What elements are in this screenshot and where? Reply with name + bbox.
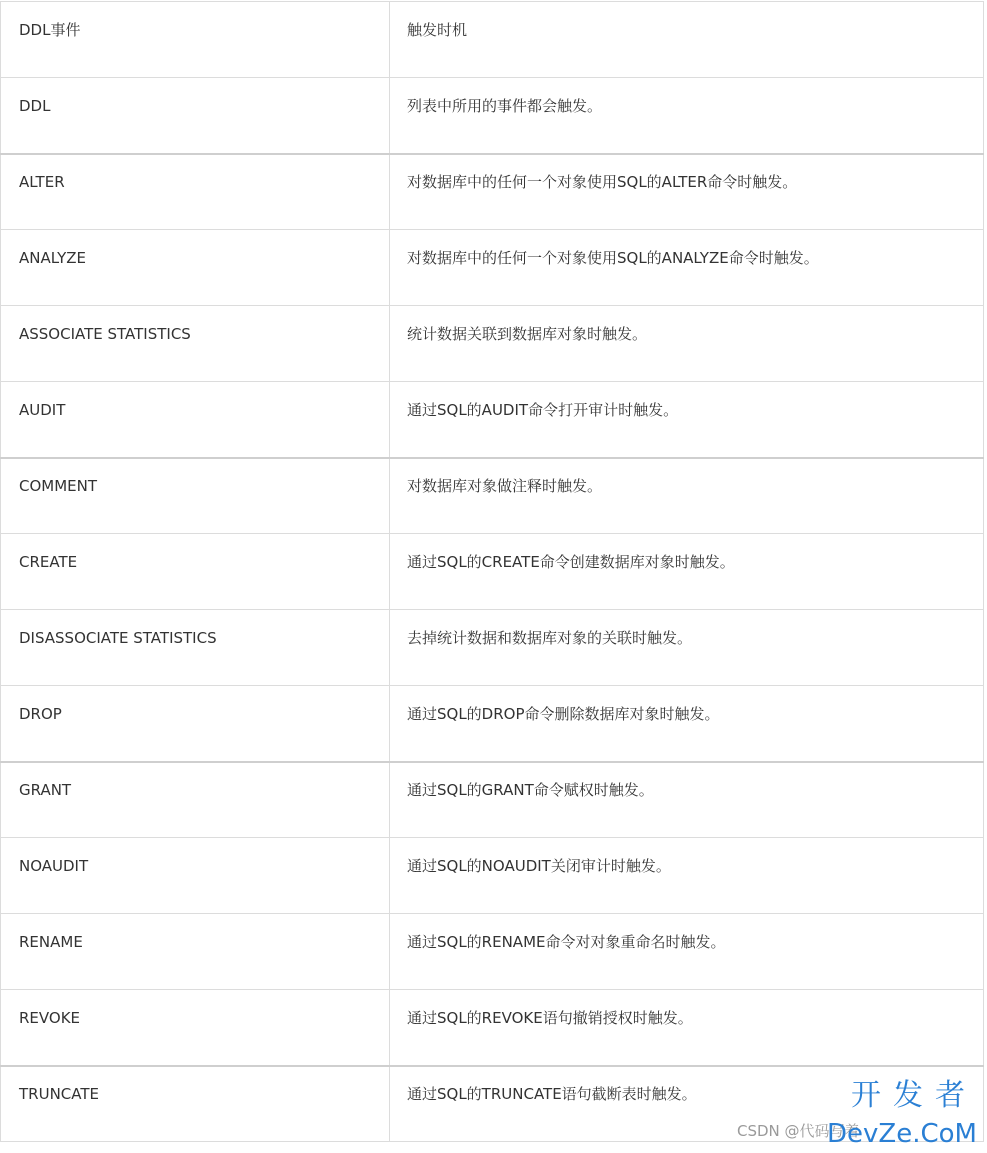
event-cell: CREATE [1,534,390,610]
trigger-cell: 通过SQL的GRANT命令赋权时触发。 [390,762,984,838]
event-cell: ALTER [1,154,390,230]
table-row [1,762,984,838]
trigger-cell: 通过SQL的NOAUDIT关闭审计时触发。 [390,838,984,914]
event-cell: RENAME [1,914,390,990]
watermark-brand-cn: 开发者 [851,1078,977,1113]
event-cell: TRUNCATE [1,1066,390,1142]
trigger-cell: 通过SQL的RENAME命令对对象重命名时触发。 [390,914,984,990]
header-cell-trigger: 触发时机 [390,2,984,78]
table-row [1,838,984,914]
watermark-brand-en: DevZe.CoM [827,1119,977,1149]
trigger-cell: 通过SQL的REVOKE语句撤销授权时触发。 [390,990,984,1066]
table-row [1,914,984,990]
trigger-cell: 对数据库对象做注释时触发。 [390,458,984,534]
event-cell: GRANT [1,762,390,838]
trigger-cell: 通过SQL的AUDIT命令打开审计时触发。 [390,382,984,458]
table-row [1,458,984,534]
table-row [1,306,984,382]
event-cell: COMMENT [1,458,390,534]
trigger-cell: 通过SQL的CREATE命令创建数据库对象时触发。 [390,534,984,610]
ddl-events-table [0,1,984,1142]
table-row [1,382,984,458]
event-cell: ANALYZE [1,230,390,306]
table-header-row [1,2,984,78]
table-row [1,78,984,154]
table-row [1,154,984,230]
trigger-cell: 对数据库中的任何一个对象使用SQL的ANALYZE命令时触发。 [390,230,984,306]
table-row [1,230,984,306]
header-cell-event: DDL事件 [1,2,390,78]
table-row [1,610,984,686]
event-cell: ASSOCIATE STATISTICS [1,306,390,382]
event-cell: DISASSOCIATE STATISTICS [1,610,390,686]
trigger-cell: 去掉统计数据和数据库对象的关联时触发。 [390,610,984,686]
table-row [1,1066,984,1142]
event-cell: DROP [1,686,390,762]
event-cell: REVOKE [1,990,390,1066]
trigger-cell: 列表中所用的事件都会触发。 [390,78,984,154]
table-row [1,686,984,762]
trigger-cell: 通过SQL的TRUNCATE语句截断表时触发。 [390,1066,984,1142]
event-cell: NOAUDIT [1,838,390,914]
event-cell: AUDIT [1,382,390,458]
trigger-cell: 统计数据关联到数据库对象时触发。 [390,306,984,382]
trigger-cell: 对数据库中的任何一个对象使用SQL的ALTER命令时触发。 [390,154,984,230]
table-row [1,534,984,610]
watermark-csdn-author: CSDN @代码写着 [737,1122,860,1140]
event-cell: DDL [1,78,390,154]
table-row [1,990,984,1066]
trigger-cell: 通过SQL的DROP命令删除数据库对象时触发。 [390,686,984,762]
